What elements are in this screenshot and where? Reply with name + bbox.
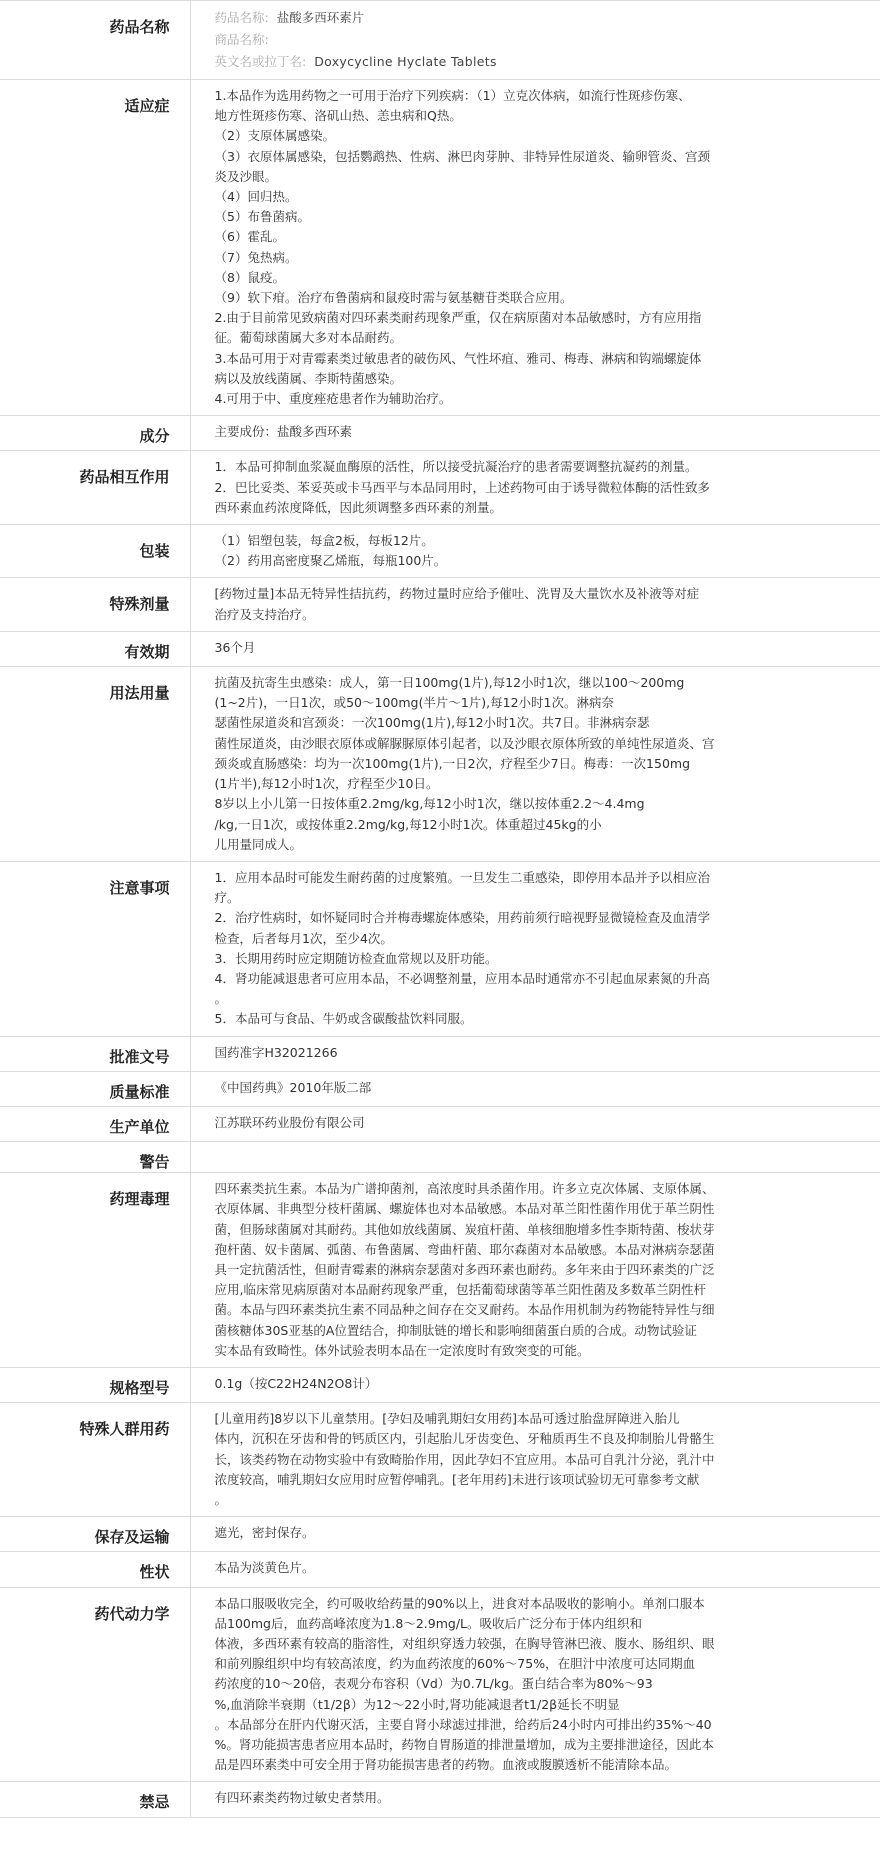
section-row — [0, 667, 880, 862]
section-text: 0.1g（按C22H24N2O8计） — [214, 1375, 378, 1391]
row-label: 药品名称 — [0, 1, 190, 80]
row-drug-name — [0, 1, 880, 80]
section-content — [190, 1367, 880, 1402]
section-content — [190, 416, 880, 451]
section-text: [药物过量]本品无特异性拮抗药，药物过量时应给予催吐、洗胃及大量饮水及补液等对症 治疗及支持治疗。 — [214, 586, 700, 622]
section-label: 包装 — [0, 525, 190, 578]
section-text: 江苏联环药业股份有限公司 — [214, 1114, 365, 1130]
section-content — [190, 1106, 880, 1141]
section-content — [190, 1517, 880, 1552]
section-text: 《中国药典》2010年版二部 — [214, 1079, 372, 1095]
section-row — [0, 1036, 880, 1071]
section-row — [0, 525, 880, 578]
section-label: 批准文号 — [0, 1036, 190, 1071]
english-name-value: Doxycycline Hyclate Tablets — [314, 54, 497, 69]
section-text: 36个月 — [214, 639, 256, 655]
section-text: 四环素类抗生素。本品为广谱抑菌剂，高浓度时具杀菌作用。许多立克次体属、支原体属、 衣原体属、非典型分枝杆菌属、螺旋体也对本品敏感。本品对革兰阳性菌作用优于革兰阴性 菌，但肠球菌属对其耐药。其他如放线菌属、炭疽杆菌、单核细胞增多性李斯特菌、梭状芽 孢杆菌、奴卡菌属、弧菌、布鲁菌属、弯曲杆菌、耶尔森菌对本品敏感。本品对淋病奈瑟菌 具一定抗菌活性，但耐青霉素的淋病奈瑟菌对多西环素也耐药。多年来由于四环素类的广泛 应用,临床常见病原菌对本品耐药现象严重，包括葡萄球菌等革兰阳性菌及多数革兰阴性杆 菌。本品与四环素类抗生素不同品种之间存在交叉耐药。本品作用机制为药物能特异性与细 菌核糖体30S亚基的A位置结合，抑制肽链的增长和影响细菌蛋白质的合成。动物试验证 实本品有致畸性。体外试验表明本品在一定浓度时有致突变的可能。 — [214, 1181, 715, 1358]
section-content — [190, 1142, 880, 1173]
generic-name-line — [215, 7, 861, 29]
section-label: 药理毒理 — [0, 1173, 190, 1368]
section-content — [190, 1552, 880, 1587]
section-row — [0, 80, 880, 416]
section-row — [0, 861, 880, 1036]
section-label: 有效期 — [0, 631, 190, 666]
section-row — [0, 1106, 880, 1141]
section-label: 特殊人群用药 — [0, 1403, 190, 1517]
section-content — [190, 451, 880, 525]
section-label: 生产单位 — [0, 1106, 190, 1141]
section-text: 遮光，密封保存。 — [214, 1525, 315, 1541]
section-content — [190, 578, 880, 631]
section-content — [190, 80, 880, 416]
section-row — [0, 1403, 880, 1517]
section-label: 质量标准 — [0, 1071, 190, 1106]
section-content — [190, 1403, 880, 1517]
section-content — [190, 631, 880, 666]
section-content — [190, 1071, 880, 1106]
section-text: 主要成份：盐酸多西环素 — [214, 424, 353, 440]
section-content — [190, 1782, 880, 1817]
section-label: 规格型号 — [0, 1367, 190, 1402]
english-name-line — [215, 51, 861, 73]
section-text: 抗菌及抗寄生虫感染：成人，第一日100mg(1片),每12小时1次，继以100～200mg (1~2片)，一日1次，或50～100mg(半片～1片),每12小时1次。淋病奈 瑟菌性尿道炎和宫颈炎：一次100mg(1片),每12小时1次。共7日。非淋病奈瑟 菌性尿道炎，由沙眼衣原体或解脲脲原体引起者，以及沙眼衣原体所致的单纯性尿道炎、宫 颈炎或直肠感染：均为一次100mg(1片),一日2次，疗程至少7日。梅毒：一次150mg (1片半),每12小时1次，疗程至少10日。 8岁以上小儿第一日按体重2.2mg/kg,每12小时1次，继以按体重2.2～4.4mg /kg,一日1次，或按体重2.2mg/kg,每12小时1次。体重超过45kg的小 儿用量同成人。 — [214, 675, 715, 852]
section-content — [190, 861, 880, 1036]
section-label: 注意事项 — [0, 861, 190, 1036]
section-row — [0, 1071, 880, 1106]
section-text: （1）铝塑包装，每盒2板，每板12片。 （2）药用高密度聚乙烯瓶，每瓶100片。 — [214, 533, 447, 569]
field-key: 商品名称: — [214, 32, 269, 47]
section-row — [0, 1587, 880, 1782]
field-key: 英文名或拉丁名: — [214, 54, 307, 69]
drug-name-block — [190, 1, 880, 80]
section-content — [190, 1036, 880, 1071]
section-row — [0, 1782, 880, 1817]
section-text: 1．应用本品时可能发生耐药菌的过度繁殖。一旦发生二重感染，即停用本品并予以相应治 疗。 2．治疗性病时，如怀疑同时合并梅毒螺旋体感染，用药前须行暗视野显微镜检查及血清学 检查，后者每月1次，至少4次。 3．长期用药时应定期随访检查血常规以及肝功能。 4．肾功能减退患者可应用本品，不必调整剂量，应用本品时通常亦不引起血尿素氮的升高 。 5．本品可与食品、牛奶或含碳酸盐饮料同服。 — [214, 869, 710, 1027]
section-label: 药品相互作用 — [0, 451, 190, 525]
section-text: 有四环素类药物过敏史者禁用。 — [214, 1790, 390, 1806]
section-text: 本品口服吸收完全，约可吸收给药量的90%以上，进食对本品吸收的影响小。单剂口服本 品100mg后，血药高峰浓度为1.8～2.9mg/L。吸收后广泛分布于体内组织和 体液，多西环素有较高的脂溶性，对组织穿透力较强，在胸导管淋巴液、腹水、肠组织、眼 和前列腺组织中均有较高浓度，约为血药浓度的60%～75%，在胆汁中浓度可达同期血 药浓度的10～20倍，表观分布容积（Vd）为0.7L/kg。蛋白结合率为80%～93 %,血消除半衰期（t1/2β）为12～22小时,肾功能减退者t1/2β延长不明显 。本品部分在肝内代谢灭活，主要自肾小球滤过排泄，给药后24小时内可排出约35%～40 %。肾功能损害患者应用本品时，药物自胃肠道的排泄量增加，成为主要排泄途径，因此本 品是四环素类中可安全用于肾功能损害患者的药物。血液或腹膜透析不能清除本品。 — [214, 1595, 715, 1773]
section-label: 适应症 — [0, 80, 190, 416]
section-content — [190, 1587, 880, 1782]
section-label: 禁忌 — [0, 1782, 190, 1817]
section-label: 用法用量 — [0, 667, 190, 862]
section-row — [0, 416, 880, 451]
section-content — [190, 667, 880, 862]
section-label: 药代动力学 — [0, 1587, 190, 1782]
section-text: 1．本品可抑制血浆凝血酶原的活性，所以接受抗凝治疗的患者需要调整抗凝药的剂量。 2．巴比妥类、苯妥英或卡马西平与本品同用时，上述药物可由于诱导微粒体酶的活性致多 西环素血药浓度降低，因此须调整多西环素的剂量。 — [214, 459, 710, 515]
section-row — [0, 578, 880, 631]
section-label: 性状 — [0, 1552, 190, 1587]
section-row — [0, 631, 880, 666]
section-text: [儿童用药]8岁以下儿童禁用。[孕妇及哺乳期妇女用药]本品可透过胎盘屏障进入胎儿 体内，沉积在牙齿和骨的钙质区内，引起胎儿牙齿变色、牙釉质再生不良及抑制胎儿骨骼生 长，该类药物在动物实验中有致畸胎作用，因此孕妇不宜应用。本品可自乳汁分泌，乳汁中 浓度较高，哺乳期妇女应用时应暂停哺乳。[老年用药]未进行该项试验切无可靠参考文献 。 — [214, 1411, 715, 1507]
section-row — [0, 1517, 880, 1552]
section-row — [0, 451, 880, 525]
section-label: 特殊剂量 — [0, 578, 190, 631]
section-row — [0, 1173, 880, 1368]
section-text: 本品为淡黄色片。 — [214, 1560, 315, 1576]
section-content — [190, 525, 880, 578]
section-text: 国药准字H32021266 — [214, 1044, 338, 1060]
section-content — [190, 1173, 880, 1368]
section-row — [0, 1552, 880, 1587]
section-label: 成分 — [0, 416, 190, 451]
field-key: 药品名称: — [214, 10, 269, 25]
section-row — [0, 1142, 880, 1173]
section-text: 1.本品作为选用药物之一可用于治疗下列疾病：（1）立克次体病，如流行性斑疹伤寒、 地方性斑疹伤寒、洛矶山热、恙虫病和Q热。 （2）支原体属感染。 （3）衣原体属感染，包括鹦鹉热、性病、淋巴肉芽肿、非特异性尿道炎、输卵管炎、宫颈 炎及沙眼。 （4）回归热。 （5）布鲁菌病。 （6）霍乱。 （7）兔热病。 （8）鼠疫。 （9）软下疳。治疗布鲁菌病和鼠疫时需与氨基糖苷类联合应用。 2.由于目前常见致病菌对四环素类耐药现象严重，仅在病原菌对本品敏感时，方有应用指 征。葡萄球菌属大多对本品耐药。 3.本品可用于对青霉素类过敏患者的破伤风、气性坏疽、雅司、梅毒、淋病和钩端螺旋体 病以及放线菌属、李斯特菌感染。 4.可用于中、重度痤疮患者作为辅助治疗。 — [214, 88, 710, 407]
trade-name-line — [215, 29, 861, 51]
section-label: 警告 — [0, 1142, 190, 1173]
generic-name-value: 盐酸多西环素片 — [276, 10, 365, 25]
section-label: 保存及运输 — [0, 1517, 190, 1552]
section-row — [0, 1367, 880, 1402]
